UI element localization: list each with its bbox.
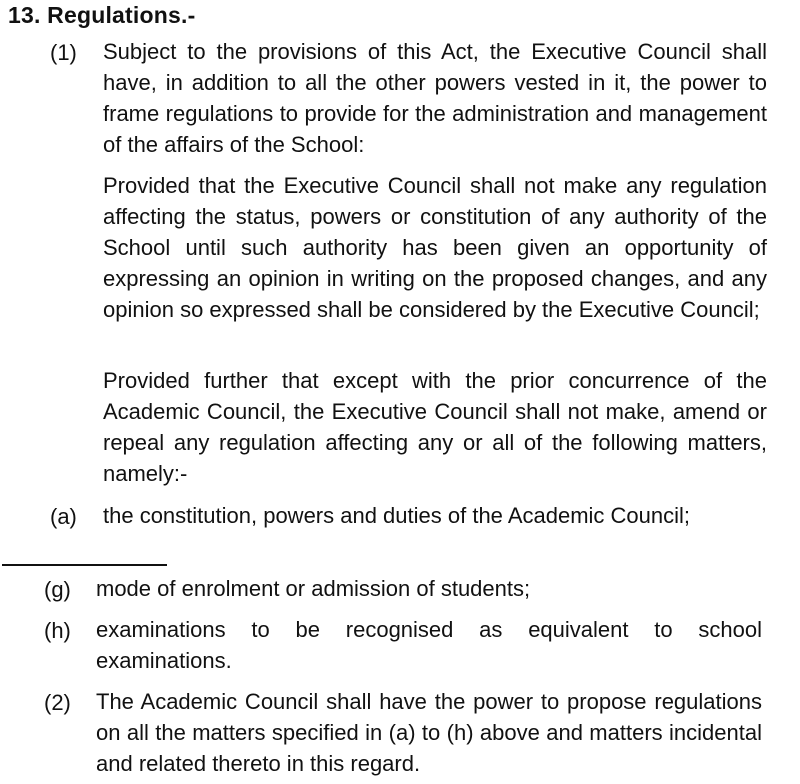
item-h-text: examinations to be recognised as equivalent to school examinations. (96, 617, 762, 673)
item-a-text: the constitution, powers and duties of the Academic Council; (103, 503, 691, 528)
item-a-label: (a) (50, 504, 77, 529)
clause-2-number: (2) (44, 690, 71, 715)
item-g-label: (g) (44, 577, 71, 602)
clause-2-text: The Academic Council shall have the power to propose regulations on all the matters specified in (a) to (h) above and matters incidental and related thereto in this regard. (96, 689, 762, 776)
clause-1-number: (1) (50, 40, 77, 65)
footnote-divider (2, 564, 167, 566)
clause-1-text: Subject to the provisions of this Act, the Executive Council shall have, in addition to all the other powers vested in it, the power to frame regulations to provide for the administration and management of the affairs of the School: (103, 39, 767, 157)
proviso-1: Provided that the Executive Council shall not make any regulation affecting the status, powers or constitution of any authority of the School until such authority has been given an opportunity of expressing an opinion in writing on the proposed changes, and any opinion so expressed shall be considered by the Executive Council; (103, 173, 767, 322)
proviso-2: Provided further that except with the prior concurrence of the Academic Council, the Executive Council shall not make, amend or repeal any regulation affecting any or all of the following matters, namely:- (103, 368, 767, 486)
item-g-text: mode of enrolment or admission of students; (96, 576, 531, 601)
section-heading: 13. Regulations.- (8, 2, 196, 28)
item-h-label: (h) (44, 618, 71, 643)
